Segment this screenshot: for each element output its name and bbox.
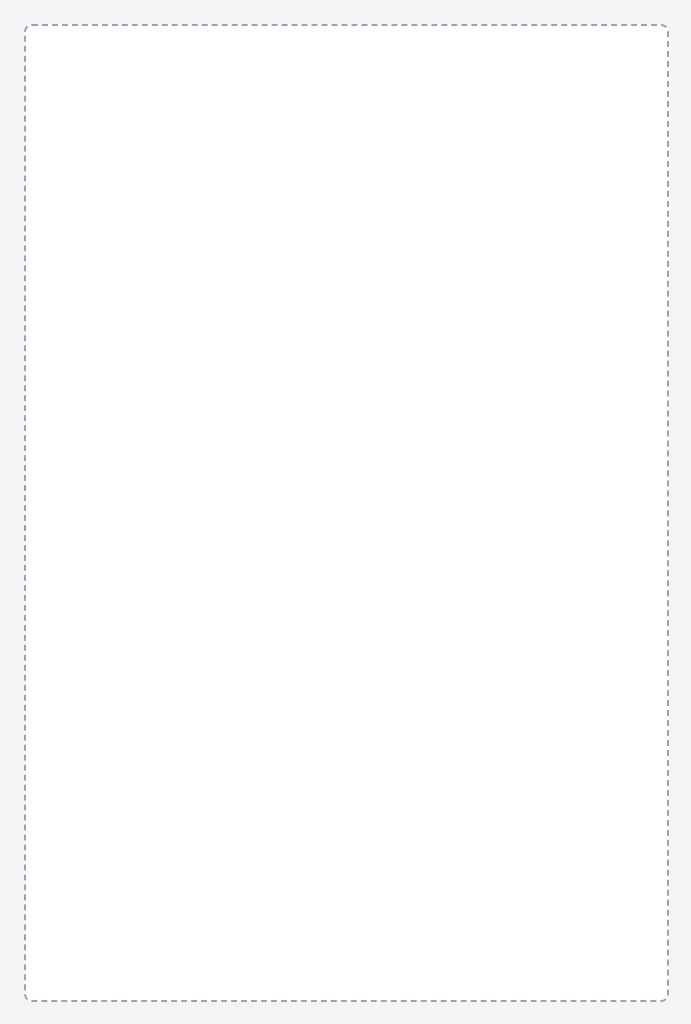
empty-screenshot-placeholder <box>24 24 669 1002</box>
